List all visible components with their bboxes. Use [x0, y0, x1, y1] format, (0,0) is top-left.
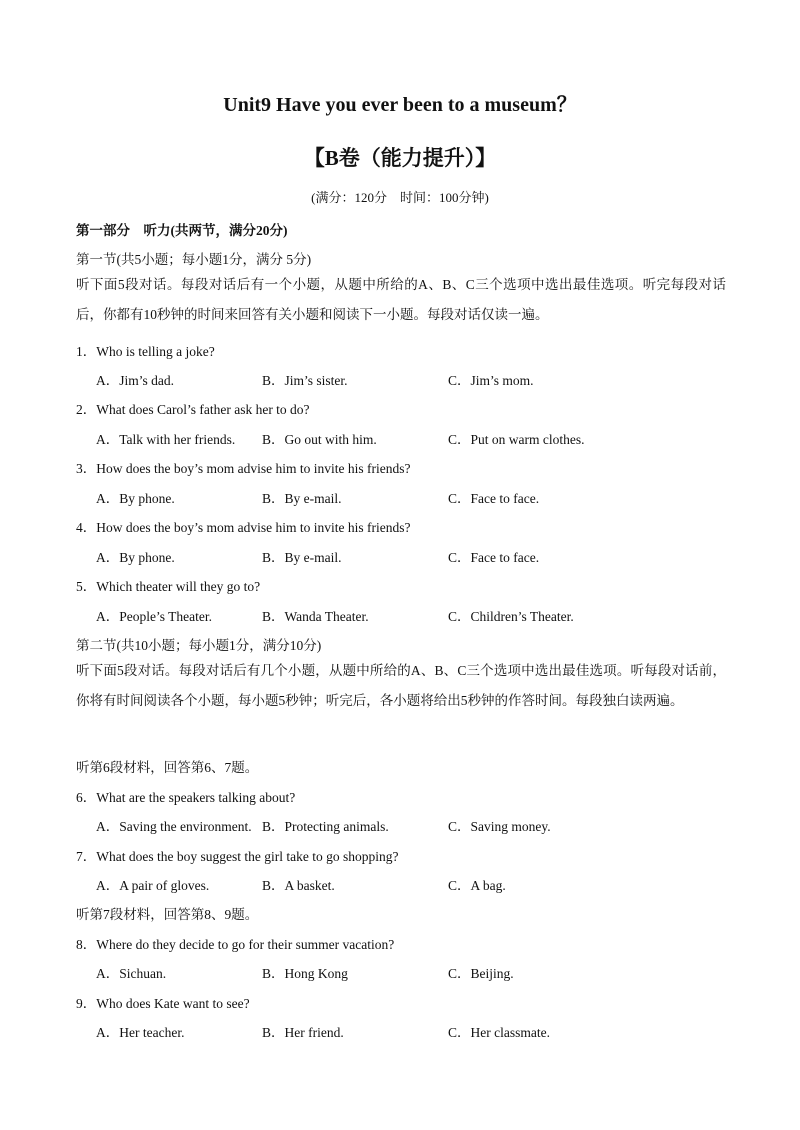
question-stem: 5．Which theater will they go to? — [76, 579, 261, 594]
option-a: A．A pair of gloves. — [96, 878, 210, 893]
question-stem: 2．What does Carol’s father ask her to do? — [76, 402, 310, 417]
question-stem: 4．How does the boy’s mom advise him to invite his friends? — [76, 520, 411, 535]
option-a: A．People’s Theater. — [96, 609, 212, 624]
option-b: B．A basket. — [262, 878, 335, 893]
section2-heading: 第二节(共10小题；每小题1分，满分10分) — [76, 638, 322, 653]
option-c: C．Beijing. — [448, 966, 514, 981]
option-a: A．Talk with her friends. — [96, 432, 236, 447]
option-a: A．Her teacher. — [96, 1025, 185, 1040]
section2-instructions: 听下面5段对话。每段对话后有几个小题，从题中所给的A、B、C三个选项中选出最佳选项。听每段对话前，你将有时间阅读各个小题，每小题5秒钟；听完后，各小题将给出5秒钟的作答时间。每段独白读两遍。 — [76, 663, 726, 708]
option-c: C．Saving money. — [448, 819, 551, 834]
section1-instructions: 听下面5段对话。每段对话后有一个小题，从题中所给的A、B、C三个选项中选出最佳选项。听完每段对话后，你都有10秒钟的时间来回答有关小题和阅读下一小题。每段对话仅读一遍。 — [76, 277, 726, 322]
option-a: A．Saving the environment. — [96, 819, 252, 834]
option-b: B．Go out with him. — [262, 432, 377, 447]
option-c: C．Face to face. — [448, 491, 540, 506]
option-c: C．Jim’s mom. — [448, 373, 534, 388]
question-stem: 7．What does the boy suggest the girl take to go shopping? — [76, 849, 399, 864]
question-stem: 1．Who is telling a joke? — [76, 344, 215, 359]
exam-info: (满分：120分 时间：100分钟) — [311, 190, 489, 205]
option-b: B．By e-mail. — [262, 491, 342, 506]
page-title: Unit9 Have you ever been to a museum？ — [223, 94, 577, 116]
option-c: C．Her classmate. — [448, 1025, 550, 1040]
material-note: 听第6段材料，回答第6、7题。 — [76, 760, 259, 775]
option-c: C．A bag. — [448, 878, 506, 893]
page-subtitle: 【B卷（能力提升）】 — [303, 146, 497, 170]
material-note: 听第7段材料，回答第8、9题。 — [76, 907, 259, 922]
option-c: C．Children’s Theater. — [448, 609, 574, 624]
question-stem: 6．What are the speakers talking about? — [76, 790, 296, 805]
option-b: B．Hong Kong — [262, 966, 348, 981]
question-stem: 3．How does the boy’s mom advise him to invite his friends? — [76, 461, 411, 476]
option-c: C．Face to face. — [448, 550, 540, 565]
option-a: A．Jim’s dad. — [96, 373, 175, 388]
option-c: C．Put on warm clothes. — [448, 432, 585, 447]
question-stem: 8．Where do they decide to go for their summer vacation? — [76, 937, 395, 952]
option-a: A．Sichuan. — [96, 966, 167, 981]
option-b: B．Her friend. — [262, 1025, 344, 1040]
option-a: A．By phone. — [96, 491, 175, 506]
option-a: A．By phone. — [96, 550, 175, 565]
option-b: B．By e-mail. — [262, 550, 342, 565]
option-b: B．Wanda Theater. — [262, 609, 369, 624]
part1-heading: 第一部分 听力(共两节，满分20分) — [76, 223, 288, 238]
option-b: B．Protecting animals. — [262, 819, 389, 834]
question-stem: 9．Who does Kate want to see? — [76, 996, 250, 1011]
section1-heading: 第一节(共5小题；每小题1分，满分 5分) — [76, 252, 312, 267]
option-b: B．Jim’s sister. — [262, 373, 348, 388]
